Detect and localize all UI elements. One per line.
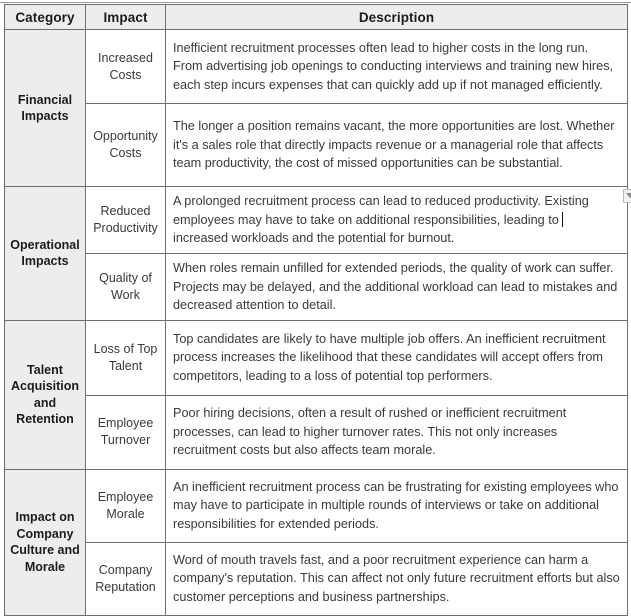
impact-cell-quality-of-work: Quality of Work [86, 254, 166, 321]
description-cell-company-reputation: Word of mouth travels fast, and a poor recruitment experience can harm a company's reputation. This can affect not only future recruitment efforts but also customer perceptions and business partnerships. [166, 542, 628, 615]
impact-cell-loss-of-top-talent: Loss of Top Talent [86, 320, 166, 395]
category-cell-company-culture: Impact on Company Culture and Morale [5, 469, 86, 615]
header-row [5, 5, 628, 30]
impact-cell-increased-costs: Increased Costs [86, 30, 166, 104]
impact-cell-employee-morale: Employee Morale [86, 469, 166, 542]
table-row [5, 30, 628, 104]
impact-cell-reduced-productivity: Reduced Productivity [86, 187, 166, 254]
category-cell-talent-acquisition: Talent Acquisition and Retention [5, 320, 86, 469]
description-cell-reduced-productivity[interactable] [166, 187, 628, 254]
description-cell-employee-morale: An inefficient recruitment process can be frustrating for existing employees who may have to participate in multiple rounds of interviews or take on additional responsibilities for extended periods. [166, 469, 628, 542]
table-header [5, 5, 628, 30]
description-cell-opportunity-costs: The longer a position remains vacant, the more opportunities are lost. Whether it's a sales role that directly impacts revenue or a managerial role that affects team productivity, the cost of missed opportunities can be substantial. [166, 104, 628, 187]
column-header-description: Description [166, 5, 628, 30]
impact-cell-opportunity-costs: Opportunity Costs [86, 104, 166, 187]
impact-cell-company-reputation: Company Reputation [86, 542, 166, 615]
table-row [5, 187, 628, 254]
category-cell-operational: Operational Impacts [5, 187, 86, 321]
table-row [5, 104, 628, 187]
description-text-part-1: A prolonged recruitment process can lead to reduced productivity. Existing employees may have to take on additional responsibilities, leading to [173, 194, 589, 227]
table-container [4, 4, 627, 616]
description-cell-loss-of-top-talent: Top candidates are likely to have multiple job offers. An inefficient recruitment process increases the likelihood that these candidates will accept offers from competitors, leading to a loss of potential top performers. [166, 320, 628, 395]
chevron-down-icon[interactable] [623, 189, 631, 203]
text-caret [562, 212, 563, 227]
category-cell-financial: Financial Impacts [5, 30, 86, 187]
table-row [5, 542, 628, 615]
table-body [5, 30, 628, 616]
description-text-part-2: increased workloads and the potential for burnout. [173, 231, 455, 246]
table-row [5, 395, 628, 469]
table-row [5, 320, 628, 395]
description-cell-employee-turnover: Poor hiring decisions, often a result of rushed or inefficient recruitment processes, can lead to higher turnover rates. This not only increases recruitment costs but also affects team morale. [166, 395, 628, 469]
table-row [5, 469, 628, 542]
column-header-impact: Impact [86, 5, 166, 30]
table-row [5, 254, 628, 321]
impacts-table [4, 4, 628, 616]
description-cell-quality-of-work: When roles remain unfilled for extended periods, the quality of work can suffer. Projects may be delayed, and the additional workload can lead to mistakes and decreased attention to detail. [166, 254, 628, 321]
column-header-category: Category [5, 5, 86, 30]
impact-cell-employee-turnover: Employee Turnover [86, 395, 166, 469]
description-cell-increased-costs: Inefficient recruitment processes often lead to higher costs in the long run. From advertising job openings to conducting interviews and training new hires, each step incurs expenses that can quickly add up if not managed efficiently. [166, 30, 628, 104]
top-edge-strip [0, 0, 631, 3]
